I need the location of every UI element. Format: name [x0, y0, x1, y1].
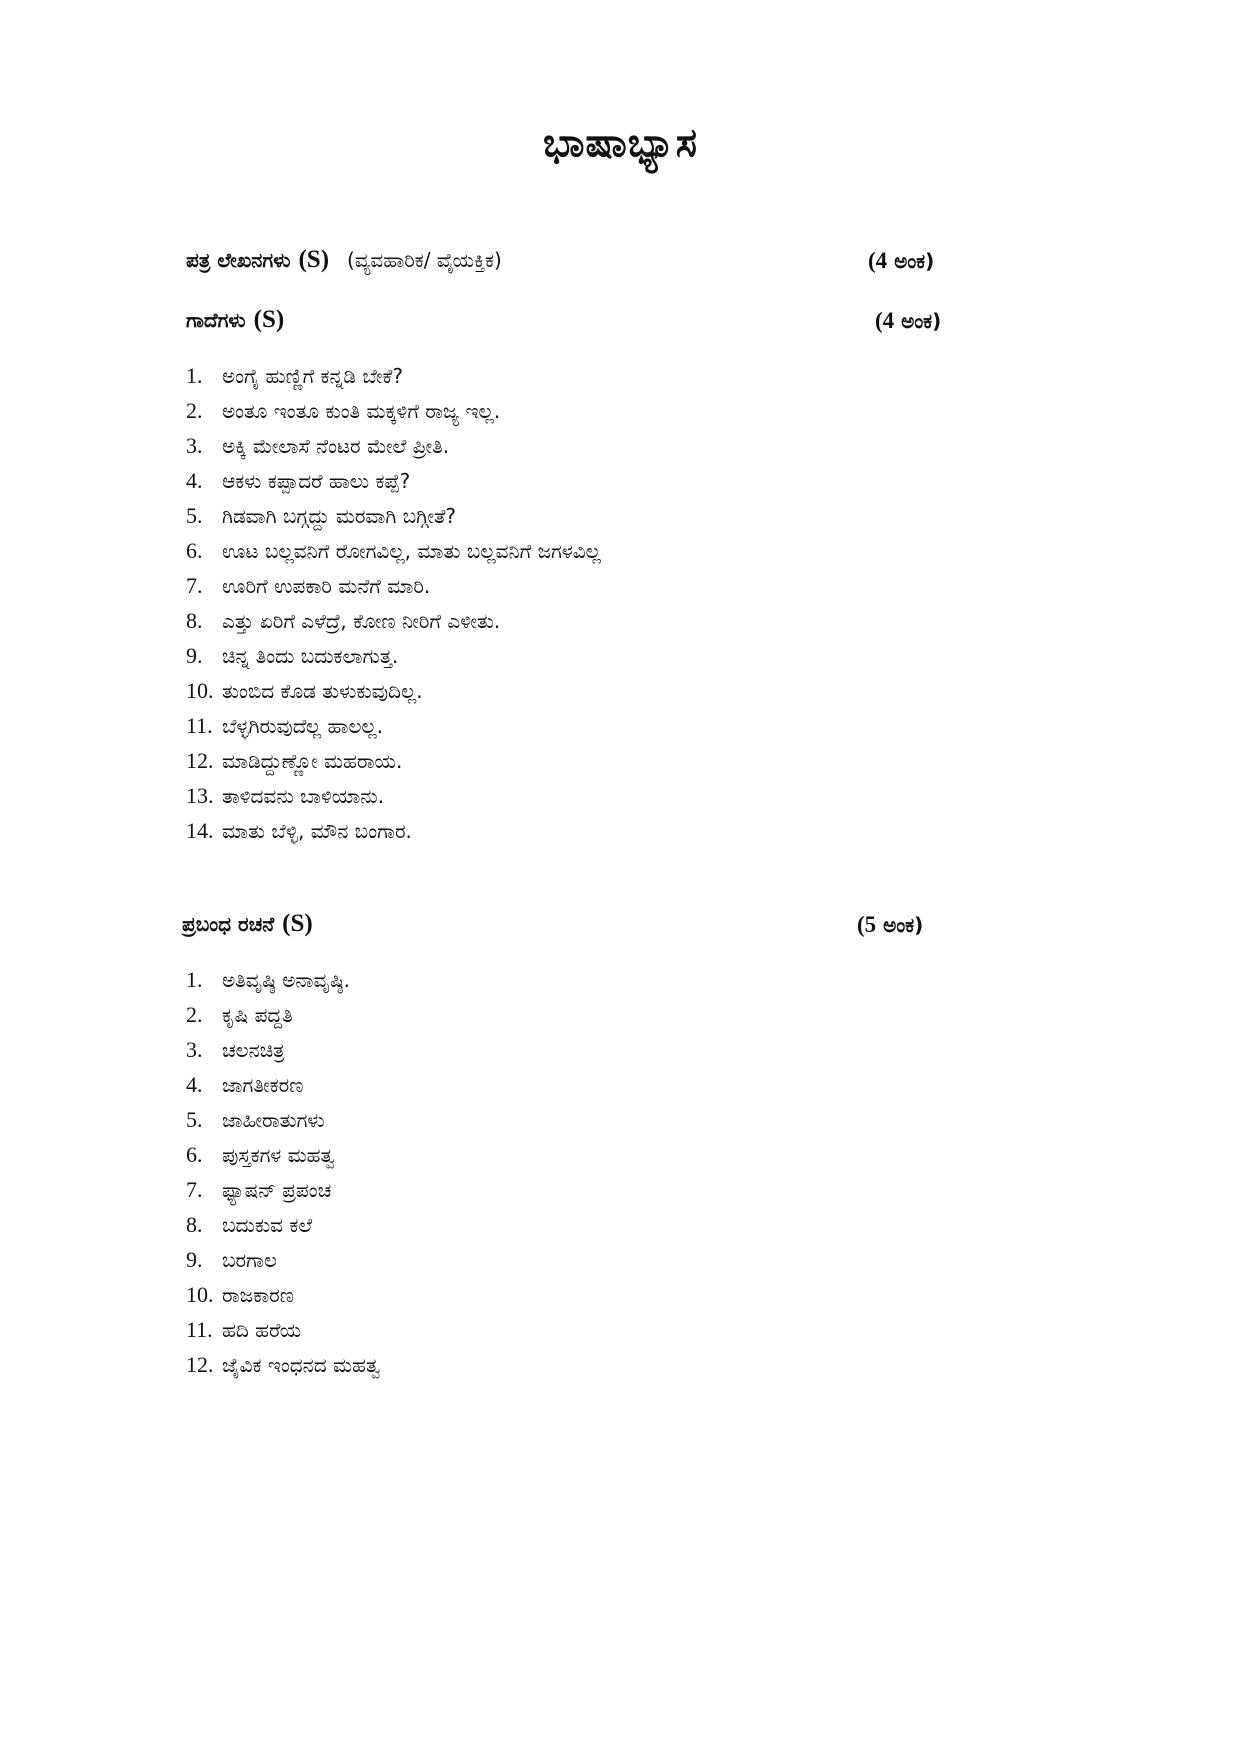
marks-proverbs: [875, 308, 941, 334]
item-number: 10.: [186, 678, 214, 703]
section-tag: (S): [253, 306, 285, 333]
list-item: [186, 813, 601, 848]
item-text: ಗಿಡವಾಗಿ ಬಗ್ಗದ್ದು ಮರವಾಗಿ ಬಗ್ಗೀತೆ?: [222, 504, 457, 528]
item-number: 4.: [186, 468, 203, 493]
item-text: ಪುಸ್ತಕಗಳ ಮಹತ್ವ: [222, 1143, 335, 1167]
list-item: [186, 997, 380, 1032]
essay-topic-list: [186, 962, 380, 1382]
item-text: ಬರಗಾಲ: [222, 1248, 277, 1272]
item-number: 9.: [186, 643, 203, 668]
item-number: 7.: [186, 1177, 203, 1202]
marks-number: (5: [857, 912, 877, 937]
list-item: [186, 603, 601, 638]
list-item: [186, 1312, 380, 1347]
item-text: ಮಾಡಿದ್ದುಣ್ಣೋ ಮಹರಾಯ.: [222, 749, 403, 773]
item-number: 7.: [186, 573, 203, 598]
list-item: [186, 1102, 380, 1137]
item-text: ಜಾಗತೀಕರಣ: [222, 1073, 304, 1097]
item-text: ಚಿನ್ನ ತಿಂದು ಬದುಕಲಾಗುತ್ತ.: [222, 644, 399, 668]
item-number: 4.: [186, 1072, 203, 1097]
item-text: ಊರಿಗೆ ಉಪಕಾರಿ ಮನೆಗೆ ಮಾರಿ.: [222, 574, 431, 598]
list-item: [186, 1277, 380, 1312]
section-title: ಪತ್ರ ಲೇಖನಗಳು: [186, 248, 291, 272]
page-title: ಭಾಷಾಭ್ಯಾಸ: [543, 120, 698, 166]
item-text: ಬೆಳ್ಳಗಿರುವುದೆಲ್ಲ ಹಾಲಲ್ಲ.: [222, 714, 384, 738]
list-item: [186, 743, 601, 778]
item-number: 9.: [186, 1247, 203, 1272]
section-heading-letter-writing: [186, 246, 502, 274]
list-item: [186, 358, 601, 393]
item-text: ಊಟ ಬಲ್ಲವನಿಗೆ ರೋಗವಿಲ್ಲ, ಮಾತು ಬಲ್ಲವನಿಗೆ ಜಗಳವಿಲ್ಲ: [222, 539, 601, 563]
marks-essay-writing: [857, 912, 923, 938]
item-text: ಚಲನಚಿತ್ರ: [222, 1038, 285, 1062]
list-item: [186, 673, 601, 708]
item-text: ರಾಜಕಾರಣ: [222, 1283, 294, 1307]
item-number: 2.: [186, 1002, 203, 1027]
list-item: [186, 533, 601, 568]
section-subtitle: (ವ್ಯವಹಾರಿಕ/ ವೈಯಕ್ತಿಕ): [347, 248, 502, 272]
section-title: ಪ್ರಬಂಧ ರಚನೆ: [182, 912, 275, 936]
item-text: ಮಾತು ಬೆಳ್ಳಿ, ಮೌನ ಬಂಗಾರ.: [222, 819, 412, 843]
item-text: ಬದುಕುವ ಕಲೆ: [222, 1213, 313, 1237]
section-tag: (S): [298, 246, 330, 273]
list-item: [186, 1137, 380, 1172]
item-text: ಅಕ್ಕಿ ಮೇಲಾಸೆ ನೆಂಟರ ಮೇಲೆ ಪ್ರೀತಿ.: [222, 434, 450, 458]
item-text: ಫ್ಯಾಷನ್ ಪ್ರಪಂಚ: [222, 1178, 332, 1202]
list-item: [186, 778, 601, 813]
item-number: 8.: [186, 1212, 203, 1237]
list-item: [186, 393, 601, 428]
item-number: 12.: [186, 1352, 214, 1377]
section-heading-essay-writing: [182, 910, 313, 938]
list-item: [186, 498, 601, 533]
item-text: ಜೈವಿಕ ಇಂಧನದ ಮಹತ್ವ: [222, 1353, 381, 1377]
item-text: ಹದಿ ಹರೆಯ: [222, 1318, 302, 1342]
item-number: 2.: [186, 398, 203, 423]
marks-number: (4: [868, 248, 888, 273]
item-text: ತಾಳಿದವನು ಬಾಳಿಯಾನು.: [222, 784, 385, 808]
item-number: 5.: [186, 1107, 203, 1132]
list-item: [186, 1207, 380, 1242]
item-text: ಅಂಗೈ ಹುಣ್ಣಿಗೆ ಕನ್ನಡಿ ಬೇಕೆ?: [222, 364, 403, 388]
item-text: ಜಾಹೀರಾತುಗಳು: [222, 1108, 325, 1132]
list-item: [186, 1347, 380, 1382]
item-number: 11.: [186, 1317, 213, 1342]
item-text: ಎತ್ತು ಏರಿಗೆ ಎಳೆದ್ರೆ, ಕೋಣ ನೀರಿಗೆ ಎಳೀತು.: [222, 609, 501, 633]
item-number: 8.: [186, 608, 203, 633]
list-item: [186, 428, 601, 463]
section-tag: (S): [282, 910, 313, 937]
marks-word: ಅಂಕ): [894, 249, 935, 273]
item-number: 13.: [186, 783, 214, 808]
item-text: ಅಂತೂ ಇಂತೂ ಕುಂತಿ ಮಕ್ಕಳಿಗೆ ರಾಜ್ಯ ಇಲ್ಲ.: [222, 399, 501, 423]
proverb-list: [186, 358, 601, 848]
section-title: ಗಾದೆಗಳು: [186, 308, 246, 332]
list-item: [186, 1032, 380, 1067]
item-number: 11.: [186, 713, 213, 738]
item-number: 3.: [186, 1037, 203, 1062]
list-item: [186, 1242, 380, 1277]
item-number: 6.: [186, 538, 203, 563]
list-item: [186, 1067, 380, 1102]
item-text: ಆಕಳು ಕಪ್ಪಾದರೆ ಹಾಲು ಕಪ್ಪೆ?: [222, 469, 411, 493]
list-item: [186, 568, 601, 603]
list-item: [186, 962, 380, 997]
item-number: 12.: [186, 748, 214, 773]
marks-number: (4: [875, 308, 895, 333]
item-number: 1.: [186, 967, 203, 992]
list-item: [186, 1172, 380, 1207]
item-number: 6.: [186, 1142, 203, 1167]
item-number: 10.: [186, 1282, 214, 1307]
item-number: 1.: [186, 363, 203, 388]
marks-letter-writing: [868, 248, 934, 274]
item-text: ತುಂಬಿದ ಕೊಡ ತುಳುಕುವುದಿಲ್ಲ.: [222, 679, 423, 703]
item-text: ಅತಿವೃಷ್ಠಿ ಅನಾವೃಷ್ಠಿ.: [222, 968, 350, 992]
marks-word: ಅಂಕ): [883, 913, 924, 937]
list-item: [186, 638, 601, 673]
item-number: 14.: [186, 818, 214, 843]
item-number: 5.: [186, 503, 203, 528]
item-text: ಕೃಷಿ ಪದ್ದತಿ: [222, 1003, 293, 1027]
list-item: [186, 463, 601, 498]
marks-word: ಅಂಕ): [901, 309, 942, 333]
section-heading-proverbs: [186, 306, 284, 334]
list-item: [186, 708, 601, 743]
item-number: 3.: [186, 433, 203, 458]
